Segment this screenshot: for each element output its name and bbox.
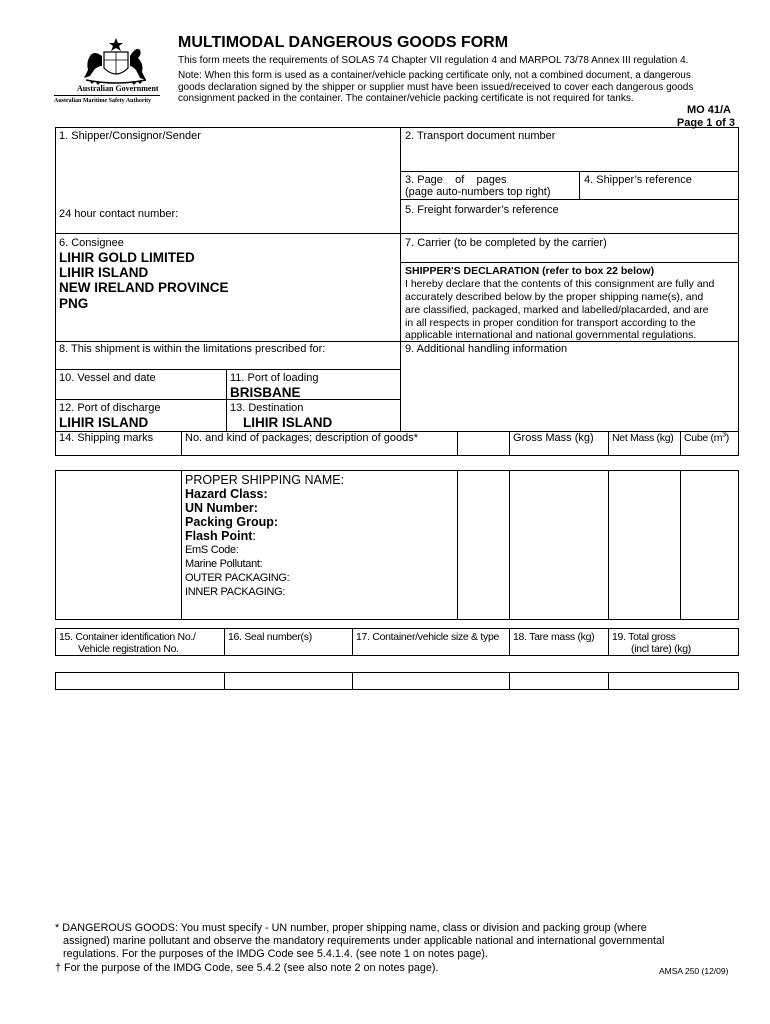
shipper-field[interactable] bbox=[57, 144, 398, 200]
col-seal-numbers: 16. Seal number(s) bbox=[228, 631, 312, 643]
page-auto-label: (page auto-numbers top right) bbox=[405, 186, 551, 198]
declaration-line: I hereby declare that the contents of this consignment are fully and bbox=[405, 278, 715, 290]
footnote-star-line-2: assigned) marine pollutant and observe the mandatory requirements under applicable national and international governmental bbox=[63, 935, 665, 947]
form-title: MULTIMODAL DANGEROUS GOODS FORM bbox=[178, 34, 509, 51]
port-discharge-label: 12. Port of discharge bbox=[59, 402, 161, 414]
packing-group-label: Packing Group: bbox=[185, 515, 279, 529]
transport-doc-field[interactable] bbox=[402, 144, 737, 170]
marine-pollutant-label: Marine Pollutant: bbox=[185, 558, 263, 570]
col-cube: Cube $(m^3)$ bbox=[684, 431, 729, 444]
freight-ref-label: 5. Freight forwarder’s reference bbox=[405, 204, 559, 216]
port-loading-label: 11. Port of loading bbox=[230, 372, 319, 384]
container-row bbox=[55, 672, 739, 690]
ems-code-label: EmS Code: bbox=[185, 544, 239, 556]
col-total-gross-tare: (incl tare) (kg) bbox=[631, 643, 691, 655]
consignee-line: PNG bbox=[59, 296, 89, 311]
declaration-line: applicable international and national governmental regulations. bbox=[405, 329, 697, 341]
page-info: Page 1 of 3 bbox=[676, 117, 735, 129]
form-reference: AMSA 250 (12/09) bbox=[659, 966, 729, 976]
col-container-id: 15. Container identification No./ bbox=[59, 631, 196, 643]
destination-value: LIHIR ISLAND bbox=[243, 415, 333, 430]
col-gross-mass: Gross Mass (kg) bbox=[513, 432, 594, 444]
note-line-2: goods declaration signed by the shipper or supplier must have been issued/received to cover each dangerous goods bbox=[178, 82, 694, 93]
un-number-label: UN Number: bbox=[185, 501, 258, 515]
consignee-line: LIHIR ISLAND bbox=[59, 265, 149, 280]
column-divider bbox=[400, 127, 401, 432]
declaration-title: SHIPPER'S DECLARATION (refer to box 22 below) bbox=[405, 265, 655, 277]
additional-handling-label: 9. Additional handling information bbox=[405, 343, 568, 355]
inner-packaging-label: INNER PACKAGING: bbox=[185, 586, 286, 598]
footnote-dagger: † For the purpose of the IMDG Code, see 5.4.2 (see also note 2 on notes page). bbox=[55, 962, 439, 974]
shipper-label: 1. Shipper/Consignor/Sender bbox=[59, 130, 201, 142]
declaration-line: in all respects in proper condition for transport according to the bbox=[405, 317, 696, 329]
col-net-mass: Net Mass (kg) bbox=[612, 432, 674, 444]
note-line-1: Note: When this form is used as a container/vehicle packing certificate only, not a combined document, a dangerous bbox=[178, 70, 691, 81]
col-tare-mass: 18. Tare mass (kg) bbox=[513, 631, 595, 643]
col-shipping-marks: 14. Shipping marks bbox=[59, 432, 154, 444]
declaration-line: accurately described below by the proper shipping name(s), and bbox=[405, 291, 704, 303]
agency-name: Australian Maritime Safety Authority bbox=[54, 98, 152, 104]
flash-point-label: Flash Point: bbox=[185, 529, 256, 543]
limitations-label: 8. This shipment is within the limitations prescribed for: bbox=[59, 343, 326, 355]
footnote-star-line-1: * DANGEROUS GOODS: You must specify - UN number, proper shipping name, class or division and packing group (where bbox=[55, 922, 647, 934]
note-line-3: consignment packed in the container. The container/vehicle packing certificate is not required for tanks. bbox=[178, 93, 634, 104]
declaration-line: are classified, packaged, marked and labelled/placarded, and are bbox=[405, 304, 709, 316]
consignee-label: 6. Consignee bbox=[59, 237, 124, 249]
form-code: MO 41/A bbox=[686, 104, 731, 116]
carrier-label: 7. Carrier (to be completed by the carrier) bbox=[405, 237, 607, 249]
footnote-star-line-3: regulations. For the purposes of the IMDG Code see 5.4.1.4. (see note 1 on notes page). bbox=[63, 948, 488, 960]
coat-of-arms-logo bbox=[66, 36, 166, 86]
col-total-gross: 19. Total gross bbox=[612, 631, 676, 643]
proper-shipping-name-label: PROPER SHIPPING NAME: bbox=[185, 473, 345, 487]
logo-rule bbox=[54, 95, 160, 96]
shipper-ref-label: 4. Shipper’s reference bbox=[584, 174, 692, 186]
page-of-pages-label: 3. Page of pages bbox=[405, 174, 507, 186]
port-discharge-value: LIHIR ISLAND bbox=[59, 415, 149, 430]
col-packages: No. and kind of packages; description of goods* bbox=[185, 432, 418, 444]
hazard-class-label: Hazard Class: bbox=[185, 487, 268, 501]
destination-label: 13. Destination bbox=[230, 402, 304, 414]
outer-packaging-label: OUTER PACKAGING: bbox=[185, 572, 290, 584]
contact-label: 24 hour contact number: bbox=[59, 208, 179, 220]
port-loading-value: BRISBANE bbox=[230, 385, 301, 400]
gov-name: Australian Government bbox=[77, 84, 159, 93]
consignee-line: NEW IRELAND PROVINCE bbox=[59, 280, 229, 295]
transport-doc-label: 2. Transport document number bbox=[405, 130, 556, 142]
goods-body bbox=[55, 470, 739, 620]
col-vehicle-reg: Vehicle registration No. bbox=[78, 643, 179, 655]
consignee-line: LIHIR GOLD LIMITED bbox=[59, 250, 195, 265]
col-container-size: 17. Container/vehicle size & type bbox=[356, 631, 500, 643]
intro-text: This form meets the requirements of SOLAS 74 Chapter VII regulation 4 and MARPOL 73/78 Annex III regulation 4. bbox=[178, 55, 689, 66]
vessel-label: 10. Vessel and date bbox=[59, 372, 156, 384]
